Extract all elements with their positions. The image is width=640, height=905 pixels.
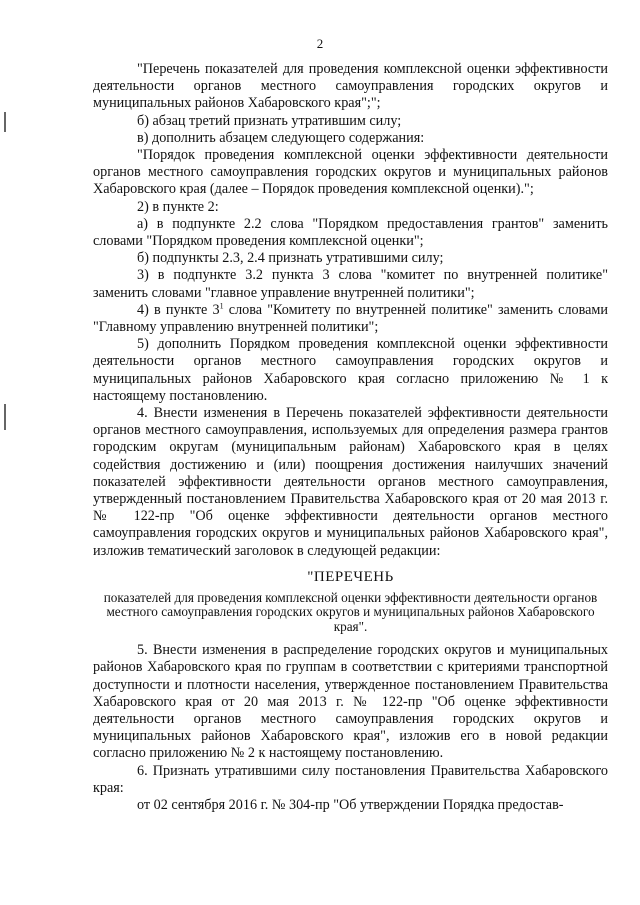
paragraph: б) абзац третий признать утратившим силу; bbox=[137, 112, 402, 129]
heading-title: "ПЕРЕЧЕНЬ bbox=[307, 568, 394, 585]
superscript: 1 bbox=[219, 301, 224, 311]
document-body bbox=[93, 61, 608, 814]
page-number: 2 bbox=[316, 36, 324, 51]
paragraph: б) подпункты 2.3, 2.4 признать утратившими силу; bbox=[137, 250, 444, 267]
scan-edge-mark bbox=[4, 404, 6, 430]
paragraph: а) в подпункте 2.2 слова "Порядком предоставления грантов" заменить словами "Порядком проведения комплексной оценки"; bbox=[93, 215, 608, 250]
paragraph: от 02 сентября 2016 г. № 304-пр "Об утверждении Порядка предостав- bbox=[137, 796, 564, 813]
paragraph: 6. Признать утратившими силу постановления Правительства Хабаровского края: bbox=[93, 762, 608, 796]
paragraph: 3) в подпункте 3.2 пункта 3 слова "комитет по внутренней политике" заменить словами "главное управление внутренней политики"; bbox=[93, 267, 608, 301]
item4-prefix: 4) в пункте 3 bbox=[137, 301, 220, 318]
paragraph-item-4 bbox=[93, 302, 608, 336]
item4-rest: слова "Комитету по внутренней политике" заменить словами "Главному управлению внутренней политики"; bbox=[93, 301, 608, 336]
paragraph: 5) дополнить Порядком проведения комплексной оценки эффективности деятельности органов местного самоуправления городских округов и муниципальных районов Хабаровского края согласно приложению № 1 к настоящему постановлению. bbox=[93, 336, 608, 404]
paragraph: 5. Внести изменения в распределение городских округов и муниципальных районов Хабаровского края по группам в соответствии с критериями транспортной доступности и плотности населения, утвержденное постановлением Правительства Хабаровского края от 20 мая 2013 г. № 122-пр "Об оценке эффективности деятельности органов местного самоуправления городских округов и муниципальных районов Хабаровского края", изложив его в новой редакции согласно приложению № 2 к настоящему постановлению. bbox=[93, 642, 608, 762]
paragraph: 2) в пункте 2: bbox=[137, 198, 219, 215]
heading-subtitle: показателей для проведения комплексной оценки эффективности деятельности органов местного самоуправления городских округов и муниципальных районов Хабаровского края". bbox=[103, 589, 598, 634]
paragraph: в) дополнить абзацем следующего содержания: bbox=[137, 129, 425, 146]
scan-edge-mark bbox=[4, 112, 6, 132]
quoted-heading bbox=[93, 568, 608, 634]
paragraph: 4. Внести изменения в Перечень показателей эффективности деятельности органов местного самоуправления, используемых для определения размера грантов городским округам (муниципальным районам) Хабаровского края в целях содействия достижению и (или) поощрения достижения наилучших значений показателей эффективности деятельности органов местного самоуправления, утвержденный постановлением Правительства Хабаровского края от 20 мая 2013 г. № 122-пр "Об оценке эффективности деятельности органов местного самоуправления городских округов и муниципальных районов Хабаровского края", изложив тематический заголовок в следующей редакции: bbox=[93, 405, 608, 559]
paragraph: "Порядок проведения комплексной оценки эффективности деятельности органов местного самоуправления городских округов и муниципальных районов Хабаровского края (далее – Порядок проведения комплексной оценки)."; bbox=[93, 147, 608, 198]
paragraph: "Перечень показателей для проведения комплексной оценки эффективности деятельности органов местного самоуправления городских округов и муниципальных районов Хабаровского края";"; bbox=[93, 61, 608, 112]
